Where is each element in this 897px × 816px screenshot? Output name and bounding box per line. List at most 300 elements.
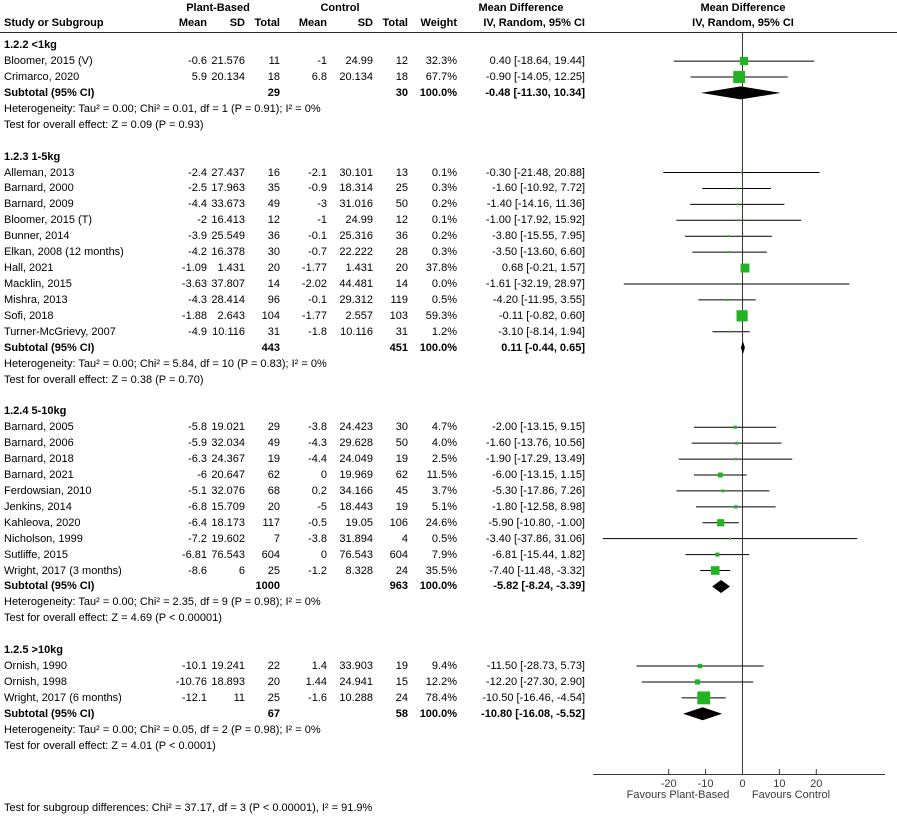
effect-square xyxy=(740,172,742,174)
sd1-column-header: SD xyxy=(229,17,245,29)
study-sd1: 16.378 xyxy=(211,246,245,259)
study-sd1: 18.893 xyxy=(211,676,245,688)
study-total1: 62 xyxy=(267,469,280,482)
study-sd2: 29.312 xyxy=(339,293,373,306)
effect-square xyxy=(734,505,737,508)
study-mean1: -6.81 xyxy=(181,548,207,561)
plot-column-subtitle: IV, Random, 95% CI xyxy=(692,17,794,29)
study-sd2: 33.903 xyxy=(339,660,373,673)
overall-effect-text: Test for overall effect: Z = 0.38 (P = 0.70) xyxy=(4,373,204,386)
study-weight: 78.4% xyxy=(425,691,457,704)
total2-column-header: Total xyxy=(382,17,408,29)
axis-right-label: Favours Control xyxy=(751,789,831,801)
subtotal-label: Subtotal (95% CI) xyxy=(4,341,95,354)
study-sd2: 19.05 xyxy=(345,516,373,529)
axis-left-label: Favours Plant-Based xyxy=(626,789,730,801)
study-total2: 18 xyxy=(395,71,408,84)
subtotal-total2: 30 xyxy=(395,86,408,99)
study-total2: 12 xyxy=(395,55,408,68)
study-name: Barnard, 2009 xyxy=(4,198,74,211)
subtotal-total2: 963 xyxy=(389,580,408,593)
study-total2: 12 xyxy=(395,214,408,227)
study-sd2: 76.543 xyxy=(339,548,373,561)
study-mean1: 5.9 xyxy=(191,71,207,84)
study-total2: 24 xyxy=(395,691,408,704)
study-weight: 11.5% xyxy=(426,469,457,482)
effect-square xyxy=(736,187,738,189)
study-sd1: 20.134 xyxy=(211,71,245,84)
study-weight: 0.1% xyxy=(431,166,457,179)
study-total2: 19 xyxy=(395,500,408,513)
subgroup-differences-note: Test for subgroup differences: Chi² = 37.17, df = 3 (P < 0.00001), I² = 91.9% xyxy=(4,802,373,814)
study-sd2: 24.941 xyxy=(339,676,373,688)
study-name: Wright, 2017 (3 months) xyxy=(4,564,122,577)
study-ci-text: -12.20 [-27.30, 2.90] xyxy=(485,676,585,688)
study-sd1: 32.034 xyxy=(211,437,245,450)
study-name: Ornish, 1998 xyxy=(4,676,67,688)
study-total1: 104 xyxy=(261,309,280,322)
subtotal-diamond xyxy=(741,341,745,354)
study-mean1: -5.8 xyxy=(188,421,207,434)
study-mean1: -4.2 xyxy=(188,246,207,259)
study-mean1: -4.4 xyxy=(188,198,207,211)
study-name: Sutliffe, 2015 xyxy=(4,548,69,561)
study-sd1: 76.543 xyxy=(211,548,245,561)
study-weight: 0.2% xyxy=(431,198,457,211)
study-mean1: -12.1 xyxy=(181,691,207,704)
group2-header: Control xyxy=(320,2,360,14)
study-total2: 19 xyxy=(395,660,408,673)
study-weight: 32.3% xyxy=(425,55,457,68)
heterogeneity-text: Heterogeneity: Tau² = 0.00; Chi² = 5.84, df = 10 (P = 0.83); I² = 0% xyxy=(4,357,327,370)
study-weight: 2.5% xyxy=(431,453,457,466)
subtotal-total1: 29 xyxy=(267,86,280,99)
study-mean1: -4.3 xyxy=(188,293,207,306)
study-ci-text: -4.20 [-11.95, 3.55] xyxy=(492,293,585,306)
study-total1: 117 xyxy=(262,516,280,529)
study-weight: 0.3% xyxy=(431,182,457,195)
study-sd2: 10.116 xyxy=(340,325,373,338)
study-total2: 28 xyxy=(395,246,408,259)
effect-column-title: Mean Difference xyxy=(478,2,564,14)
study-mean1: -5.9 xyxy=(188,437,207,450)
subtotal-label: Subtotal (95% CI) xyxy=(4,580,95,593)
study-sd1: 37.807 xyxy=(211,278,245,290)
subtotal-diamond xyxy=(683,707,722,720)
effect-column-subtitle: IV, Random, 95% CI xyxy=(483,17,585,29)
study-ci-text: -3.50 [-13.60, 6.60] xyxy=(492,246,585,259)
study-sd1: 25.549 xyxy=(211,230,245,243)
study-sd2: 34.166 xyxy=(339,484,373,497)
study-total2: 106 xyxy=(389,516,408,529)
study-total2: 103 xyxy=(389,309,408,322)
subtotal-weight: 100.0% xyxy=(419,580,457,593)
study-ci-text: 0.68 [-0.21, 1.57] xyxy=(501,262,585,275)
study-weight: 0.0% xyxy=(431,278,457,290)
study-total2: 36 xyxy=(395,230,408,243)
study-ci-text: -3.10 [-8.14, 1.94] xyxy=(498,325,585,338)
study-name: Macklin, 2015 xyxy=(4,278,72,290)
study-total2: 15 xyxy=(395,676,408,688)
study-mean2: 1.44 xyxy=(305,676,327,688)
study-total1: 25 xyxy=(267,691,280,704)
study-total1: 36 xyxy=(267,230,280,243)
study-sd1: 19.602 xyxy=(211,532,245,545)
mean2-column-header: Mean xyxy=(298,17,327,29)
study-sd2: 10.288 xyxy=(339,691,373,704)
study-ci-text: -1.00 [-17.92, 15.92] xyxy=(485,214,585,227)
study-name: Wright, 2017 (6 months) xyxy=(4,691,122,704)
study-total2: 20 xyxy=(395,262,408,275)
study-weight: 37.8% xyxy=(425,262,457,275)
study-total1: 96 xyxy=(267,293,280,306)
study-sd1: 20.647 xyxy=(211,469,245,482)
study-total1: 7 xyxy=(273,532,280,545)
study-total1: 49 xyxy=(267,437,280,450)
effect-square xyxy=(734,426,737,429)
study-total1: 25 xyxy=(267,564,280,577)
study-weight: 3.7% xyxy=(431,484,457,497)
study-ci-text: -1.61 [-32.19, 28.97] xyxy=(485,278,585,290)
study-name: Barnard, 2005 xyxy=(4,421,74,434)
study-mean1: -4.9 xyxy=(188,325,207,338)
study-sd2: 25.316 xyxy=(339,230,373,243)
study-sd2: 31.894 xyxy=(339,532,373,545)
study-total1: 35 xyxy=(267,182,280,195)
study-ci-text: -0.30 [-21.48, 20.88] xyxy=(485,166,585,179)
axis-tick-label: 10 xyxy=(773,778,786,790)
study-sd1: 15.709 xyxy=(211,500,245,513)
study-name: Ferdowsian, 2010 xyxy=(4,484,92,497)
study-mean1: -10.76 xyxy=(175,676,207,688)
study-total1: 11 xyxy=(268,55,280,68)
study-total2: 14 xyxy=(395,278,408,290)
study-total2: 50 xyxy=(395,437,408,450)
total1-column-header: Total xyxy=(254,17,280,29)
effect-square xyxy=(729,538,731,540)
study-ci-text: -0.11 [-0.82, 0.60] xyxy=(498,309,585,322)
study-mean2: -4.4 xyxy=(308,453,327,466)
study-total2: 13 xyxy=(395,166,408,179)
study-ci-text: -2.00 [-13.15, 9.15] xyxy=(492,421,585,434)
study-mean1: -0.6 xyxy=(188,55,207,68)
study-mean2: 1.4 xyxy=(311,660,327,673)
overall-effect-text: Test for overall effect: Z = 4.01 (P < 0.0001) xyxy=(4,739,216,752)
study-name: Bloomer, 2015 (T) xyxy=(4,214,93,227)
sd2-column-header: SD xyxy=(357,17,373,29)
study-weight: 0.5% xyxy=(431,532,457,545)
study-ci-text: -1.60 [-10.92, 7.72] xyxy=(492,182,585,195)
subtotal-total1: 443 xyxy=(261,341,280,354)
subtotal-ci-text: -0.48 [-11.30, 10.34] xyxy=(485,86,585,99)
study-sd1: 10.116 xyxy=(212,325,245,338)
study-mean2: 0 xyxy=(320,548,327,561)
effect-square xyxy=(717,519,724,526)
study-ci-text: -1.90 [-17.29, 13.49] xyxy=(485,453,585,466)
study-sd1: 24.367 xyxy=(211,453,245,466)
study-mean2: -3.8 xyxy=(308,421,327,434)
study-ci-text: -3.80 [-15.55, 7.95] xyxy=(492,230,585,243)
study-weight: 12.2% xyxy=(425,676,457,688)
study-sd2: 22.222 xyxy=(339,246,373,259)
subtotal-weight: 100.0% xyxy=(419,86,457,99)
study-total1: 29 xyxy=(267,421,280,434)
study-sd2: 19.969 xyxy=(339,469,373,482)
axis-tick-label: 0 xyxy=(739,778,746,790)
study-ci-text: -6.00 [-13.15, 1.15] xyxy=(492,469,585,482)
study-name: Bloomer, 2015 (V) xyxy=(4,55,93,68)
overall-effect-text: Test for overall effect: Z = 0.09 (P = 0.93) xyxy=(4,118,204,131)
study-mean2: -3.8 xyxy=(308,532,327,545)
effect-square xyxy=(722,490,725,493)
effect-square xyxy=(740,57,748,65)
study-sd1: 17.963 xyxy=(211,182,245,195)
study-total2: 119 xyxy=(390,293,408,306)
effect-square xyxy=(741,264,750,273)
subtotal-diamond xyxy=(712,580,730,593)
study-name: Elkan, 2008 (12 months) xyxy=(4,246,124,259)
study-mean2: -1 xyxy=(317,214,327,227)
study-ci-text: -5.30 [-17.86, 7.26] xyxy=(492,484,585,497)
study-name: Turner-McGrievy, 2007 xyxy=(4,325,116,338)
subtotal-total2: 58 xyxy=(395,707,408,720)
study-sd1: 28.414 xyxy=(211,293,245,306)
weight-column-header: Weight xyxy=(420,17,457,29)
study-ci-text: -1.40 [-14.16, 11.36] xyxy=(486,198,585,211)
study-total1: 20 xyxy=(267,262,280,275)
subgroup-title: 1.2.3 1-5kg xyxy=(4,150,61,163)
effect-square xyxy=(730,331,732,333)
study-name: Kahleova, 2020 xyxy=(4,516,81,529)
study-name: Ornish, 1990 xyxy=(4,660,67,673)
study-sd2: 31.016 xyxy=(339,198,373,211)
study-column-header: Study or Subgroup xyxy=(4,17,104,29)
study-mean2: -2.1 xyxy=(308,166,327,179)
plot-column-title: Mean Difference xyxy=(700,2,786,14)
study-total2: 25 xyxy=(395,182,408,195)
study-total1: 18 xyxy=(267,71,280,84)
study-mean2: 0.2 xyxy=(311,484,327,497)
study-weight: 35.5% xyxy=(425,564,457,577)
study-total2: 45 xyxy=(395,484,408,497)
study-name: Crimarco, 2020 xyxy=(4,71,80,84)
study-total2: 24 xyxy=(395,564,408,577)
heterogeneity-text: Heterogeneity: Tau² = 0.00; Chi² = 2.35, df = 9 (P = 0.98); I² = 0% xyxy=(4,596,321,609)
study-mean1: -10.1 xyxy=(181,660,207,673)
study-weight: 4.0% xyxy=(431,437,457,450)
effect-square xyxy=(697,691,710,704)
study-sd1: 19.241 xyxy=(211,660,245,673)
effect-square xyxy=(735,442,738,445)
study-ci-text: -7.40 [-11.48, -3.32] xyxy=(489,564,585,577)
study-mean1: -1.88 xyxy=(181,309,207,322)
study-total1: 604 xyxy=(261,548,280,561)
effect-square xyxy=(726,299,728,301)
study-ci-text: 0.40 [-18.64, 19.44] xyxy=(489,55,585,68)
study-sd2: 24.423 xyxy=(339,421,373,434)
study-sd2: 44.481 xyxy=(339,278,373,290)
study-name: Hall, 2021 xyxy=(4,262,54,275)
study-mean1: -2.4 xyxy=(188,166,207,179)
study-total2: 50 xyxy=(395,198,408,211)
subgroup-title: 1.2.4 5-10kg xyxy=(4,405,67,418)
study-total2: 31 xyxy=(395,325,408,338)
study-sd1: 32.076 xyxy=(211,484,245,497)
study-mean2: 0 xyxy=(320,469,327,482)
study-sd1: 27.437 xyxy=(211,166,245,179)
study-mean1: -6 xyxy=(197,469,207,482)
study-mean1: -6.3 xyxy=(188,453,207,466)
study-mean2: -3 xyxy=(317,198,327,211)
study-ci-text: -3.40 [-37.86, 31.06] xyxy=(485,532,585,545)
study-name: Jenkins, 2014 xyxy=(4,500,72,513)
subtotal-diamond xyxy=(701,86,781,99)
effect-square xyxy=(738,219,740,221)
study-name: Barnard, 2006 xyxy=(4,437,74,450)
subtotal-ci-text: 0.11 [-0.44, 0.65] xyxy=(501,341,585,354)
study-mean1: -7.2 xyxy=(188,532,207,545)
study-sd1: 19.021 xyxy=(211,421,245,434)
subtotal-ci-text: -5.82 [-8.24, -3.39] xyxy=(493,580,585,593)
group1-header: Plant-Based xyxy=(186,2,250,14)
heterogeneity-text: Heterogeneity: Tau² = 0.00; Chi² = 0.05, df = 2 (P = 0.98); I² = 0% xyxy=(4,723,321,736)
study-weight: 0.3% xyxy=(431,246,457,259)
study-sd2: 18.314 xyxy=(339,182,373,195)
study-mean2: -2.02 xyxy=(301,278,327,290)
study-weight: 7.9% xyxy=(431,548,457,561)
study-mean2: -5 xyxy=(317,500,327,513)
study-weight: 24.6% xyxy=(425,516,457,529)
study-mean2: -1.77 xyxy=(301,309,327,322)
study-ci-text: -11.50 [-28.73, 5.73] xyxy=(486,660,585,673)
subgroup-title: 1.2.2 <1kg xyxy=(4,39,57,52)
study-weight: 4.7% xyxy=(431,421,457,434)
study-total2: 4 xyxy=(401,532,408,545)
study-ci-text: -5.90 [-10.80, -1.00] xyxy=(488,516,585,529)
study-total1: 20 xyxy=(267,676,280,688)
study-total1: 49 xyxy=(267,198,280,211)
study-weight: 1.2% xyxy=(431,325,457,338)
subtotal-label: Subtotal (95% CI) xyxy=(4,86,95,99)
subtotal-total1: 1000 xyxy=(255,580,280,593)
study-name: Mishra, 2013 xyxy=(4,293,68,306)
study-total1: 16 xyxy=(267,166,280,179)
mean1-column-header: Mean xyxy=(178,17,207,29)
effect-square xyxy=(715,553,719,557)
study-sd1: 1.431 xyxy=(217,262,245,275)
effect-square xyxy=(718,473,723,478)
effect-square xyxy=(733,71,745,83)
study-total2: 62 xyxy=(395,469,408,482)
study-mean1: -6.8 xyxy=(188,500,207,513)
study-sd1: 2.643 xyxy=(217,309,245,322)
subtotal-weight: 100.0% xyxy=(419,707,457,720)
study-total2: 19 xyxy=(395,453,408,466)
effect-square xyxy=(734,458,736,460)
study-mean2: -0.5 xyxy=(308,516,327,529)
effect-square xyxy=(695,679,700,684)
study-weight: 0.2% xyxy=(431,230,457,243)
study-ci-text: -0.90 [-14.05, 12.25] xyxy=(485,71,585,84)
study-weight: 67.7% xyxy=(425,71,457,84)
effect-square xyxy=(737,310,748,321)
study-sd2: 18.443 xyxy=(339,500,373,513)
study-total1: 30 xyxy=(267,246,280,259)
study-total2: 604 xyxy=(389,548,408,561)
study-mean1: -1.09 xyxy=(181,262,207,275)
study-total1: 31 xyxy=(267,325,280,338)
study-name: Alleman, 2013 xyxy=(4,166,75,179)
study-mean1: -6.4 xyxy=(188,516,207,529)
study-weight: 5.1% xyxy=(431,500,457,513)
study-mean2: -1.77 xyxy=(301,262,327,275)
study-weight: 0.5% xyxy=(431,293,457,306)
subtotal-total1: 67 xyxy=(267,707,280,720)
study-total1: 22 xyxy=(267,660,280,673)
study-total1: 12 xyxy=(267,214,280,227)
subtotal-ci-text: -10.80 [-16.08, -5.52] xyxy=(481,707,585,720)
study-name: Nicholson, 1999 xyxy=(4,532,83,545)
study-mean2: -0.9 xyxy=(308,182,327,195)
effect-square xyxy=(736,283,738,285)
study-total1: 68 xyxy=(267,484,280,497)
study-sd2: 1.431 xyxy=(345,262,373,275)
study-sd2: 2.557 xyxy=(345,309,373,322)
effect-square xyxy=(711,566,720,575)
study-ci-text: -1.60 [-13.76, 10.56] xyxy=(485,437,585,450)
axis-tick-label: -20 xyxy=(660,778,677,790)
study-total1: 19 xyxy=(267,453,280,466)
study-mean1: -5.1 xyxy=(188,484,207,497)
study-sd2: 24.049 xyxy=(339,453,373,466)
study-total1: 20 xyxy=(267,500,280,513)
study-sd2: 8.328 xyxy=(345,564,373,577)
heterogeneity-text: Heterogeneity: Tau² = 0.00; Chi² = 0.01, df = 1 (P = 0.91); I² = 0% xyxy=(4,102,321,115)
study-mean2: -1.6 xyxy=(308,691,327,704)
study-sd2: 24.99 xyxy=(345,55,373,68)
study-ci-text: -1.80 [-12.58, 8.98] xyxy=(492,500,585,513)
study-mean2: -0.1 xyxy=(308,293,327,306)
subtotal-total2: 451 xyxy=(389,341,408,354)
study-mean2: -1 xyxy=(317,55,327,68)
study-sd2: 24.99 xyxy=(345,214,373,227)
study-weight: 9.4% xyxy=(431,660,457,673)
study-mean2: -1.2 xyxy=(308,564,327,577)
study-total2: 30 xyxy=(395,421,408,434)
study-mean2: -0.1 xyxy=(308,230,327,243)
study-mean1: -2 xyxy=(197,214,207,227)
study-sd2: 29.628 xyxy=(339,437,373,450)
overall-effect-text: Test for overall effect: Z = 4.69 (P < 0.00001) xyxy=(4,612,222,625)
study-name: Sofi, 2018 xyxy=(4,309,54,322)
effect-square xyxy=(729,251,731,253)
effect-square xyxy=(736,203,738,205)
effect-square xyxy=(698,664,702,668)
study-sd2: 20.134 xyxy=(339,71,373,84)
study-sd1: 11 xyxy=(233,691,245,704)
study-sd1: 33.673 xyxy=(211,198,245,211)
study-sd1: 6 xyxy=(238,564,245,577)
study-weight: 59.3% xyxy=(425,309,457,322)
study-name: Barnard, 2000 xyxy=(4,182,74,195)
axis-tick-label: 20 xyxy=(810,778,823,790)
study-mean1: -3.9 xyxy=(188,230,207,243)
axis-tick-label: -10 xyxy=(697,778,714,790)
study-mean2: -4.3 xyxy=(308,437,327,450)
study-mean1: -8.6 xyxy=(188,564,207,577)
study-name: Barnard, 2021 xyxy=(4,469,74,482)
study-sd1: 21.576 xyxy=(211,55,245,68)
